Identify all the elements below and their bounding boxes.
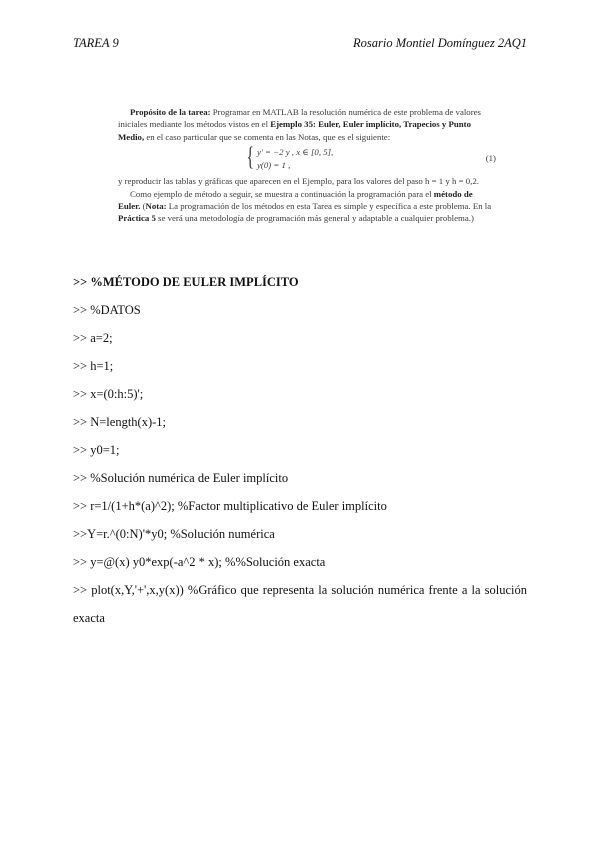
example-text-c: (	[140, 201, 146, 212]
purpose-methods: Ejemplo 35: Euler, Euler implícito, Trapecios y Punto Medio,	[118, 119, 472, 142]
scan-paragraph-purpose	[118, 106, 496, 143]
example-text-e: La programación de los métodos en esta Tarea es simple y específica a este problema. En la	[166, 201, 492, 212]
code-line: >> r=1/(1+h*(a)^2); %Factor multiplicativo de Euler implícito	[73, 499, 387, 513]
header-left: TAREA 9	[73, 36, 119, 50]
example-text-a: Como ejemplo de método a seguir, se muestra a continuación la programación para el	[130, 188, 434, 199]
code-line: >> y=@(x) y0*exp(-a^2 * x); %%Solución exacta	[73, 555, 326, 569]
purpose-text-a: Programar en MATLAB la resolución numérica de este problema de valores iniciales mediante los métodos vistos en el	[118, 107, 481, 130]
code-line: >> %DATOS	[73, 303, 141, 317]
scan-paragraph-example	[118, 188, 496, 225]
equation-number: (1)	[485, 153, 496, 164]
code-line-plot: >> plot(x,Y,'+',x,y(x)) %Gráfico que representa la solución numérica frente a la solución	[73, 583, 527, 597]
code-line: >> x=(0:h:5)';	[73, 387, 144, 401]
scan-paragraph-reproduce: y reproducir las tablas y gráficas que aparecen en el Ejemplo, para los valores del paso h = 1 y h = 0,2.	[118, 176, 479, 187]
code-line-plot-continued: exacta	[73, 611, 105, 625]
example-method: método de Euler.	[118, 188, 473, 212]
equation-line-1: y′ = −2 y , x ∈ [0, 5],	[257, 147, 334, 158]
code-line: >> a=2;	[73, 331, 113, 345]
purpose-label: Propósito de la tarea:	[130, 107, 211, 117]
purpose-text-c: en el caso particular que se comenta en las Notas, que es el siguiente:	[144, 131, 391, 142]
equation-brace: {	[246, 142, 254, 172]
code-line: >> y0=1;	[73, 443, 120, 457]
scanned-assignment-excerpt	[118, 106, 496, 225]
code-line: >> h=1;	[73, 359, 114, 373]
code-line: >> N=length(x)-1;	[73, 415, 167, 429]
example-text-g: se verá una metodología de programación más general y adaptable a cualquier problema.)	[155, 213, 474, 224]
example-practice: Práctica 5	[118, 213, 156, 224]
example-note-label: Nota:	[145, 201, 167, 212]
equation-line-2: y(0) = 1 ,	[257, 160, 291, 171]
equation-system	[118, 144, 496, 174]
code-line: >>Y=r.^(0:N)'*y0; %Solución numérica	[73, 527, 275, 541]
code-line: >> %Solución numérica de Euler implícito	[73, 471, 289, 485]
header-right: Rosario Montiel Domínguez 2AQ1	[353, 36, 527, 50]
code-title: >> %MÉTODO DE EULER IMPLÍCITO	[73, 275, 299, 289]
